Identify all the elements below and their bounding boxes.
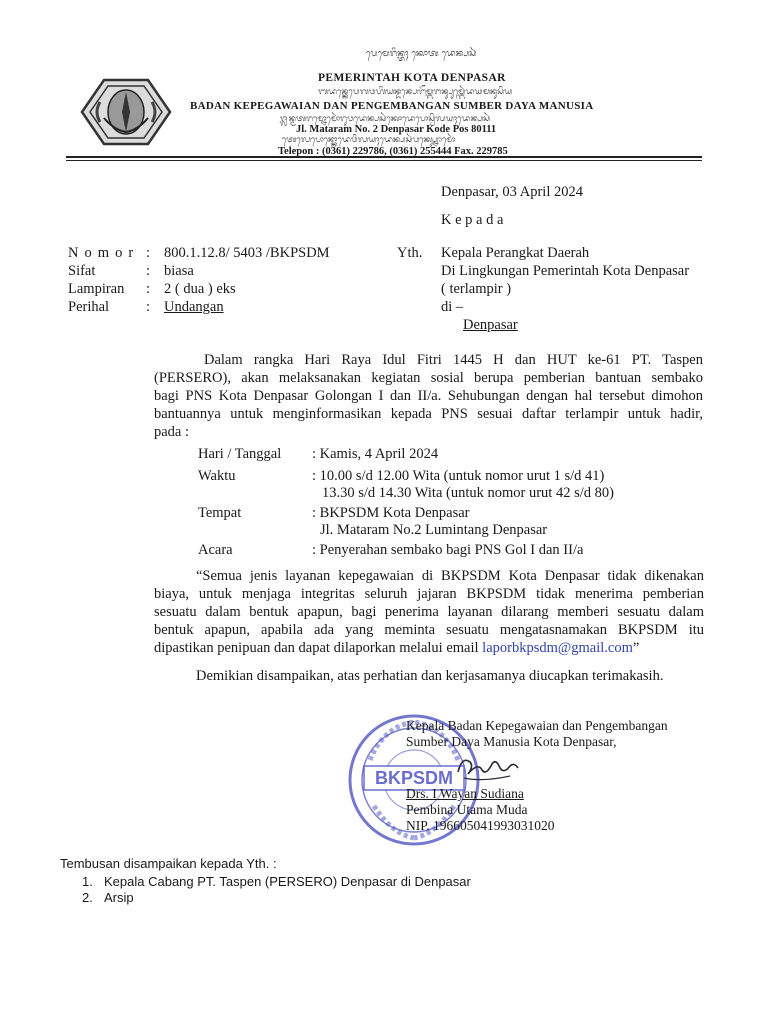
recipient-city: Denpasar (463, 317, 518, 333)
event-waktu-label: Waktu (198, 468, 236, 484)
para2-line5 (154, 640, 639, 657)
para2-line5-text: dipastikan penipuan dan dapat dilaporkan melalui email (154, 640, 483, 656)
event-tempat-value1: : BKPSDM Kota Denpasar (312, 505, 470, 521)
para1-line5: pada : (154, 424, 190, 440)
letterhead-balinese-3: ᬚ᭄ᬮᬦ᭄ᬫᬢᬭᬫ᭄ᬦᭀᬫᭀᬃᬭᬸᬯᬤᬾᬦ᭄ᬧᬲᬃᬓᭀᬤᬾᬧᭀᬲ᭄ᬯᬶᬮᬬᬄᬤᬾᬦ᭄ᬧᬲᬃ (280, 114, 491, 124)
event-hari-label: Hari / Tanggal (198, 446, 282, 462)
perihal-value: Undangan (164, 299, 224, 315)
para1-line4: bantuannya untuk menginformasikan kepada PNS sesuai daftar terlampir untuk hadir, (154, 406, 703, 422)
para1-line2: (PERSERO), akan melaksanakan kegiatan sosial berupa pemberian bantuan sembako (154, 370, 703, 386)
event-hari-value: : Kamis, 4 April 2024 (312, 446, 439, 462)
cc-title: Tembusan disampaikan kepada Yth. : (60, 856, 277, 871)
para2-line2: biaya, untuk menjaga integritas seluruh jajaran BKPSDM tidak menerima pemberian (154, 586, 704, 602)
perihal-label: Perihal (68, 299, 110, 315)
recipient-line3: ( terlampir ) (441, 281, 512, 297)
signer-position-line1: Kepala Badan Kepegawaian dan Pengembangan (406, 718, 668, 733)
sifat-value: biasa (164, 263, 194, 279)
signer-nip: NIP. 196605041993031020 (406, 818, 555, 833)
recipient-di: di – (441, 299, 464, 315)
handwritten-signature (452, 752, 522, 786)
letterhead-balinese-2: ᬩᬤᬦ᭄ᬓᬾᬧᬾᬕᬯᬳᬶᬬᬦ᭄ᬤᬦ᭄ᬧᬾᬗᭂᬫ᭄ᬩᬗᬦ᭄ᬲᬸᬫ᭄ᬩᬾᬃᬤᬬᬫᬦᬸᬲᬶᬬ (318, 87, 513, 97)
event-waktu-value1: : 10.00 s/d 12.00 Wita (untuk nomor urut 1 s/d 41) (312, 468, 605, 484)
nomor-colon: : (146, 245, 151, 261)
yth-label: Yth. (397, 245, 423, 261)
para2-line3: sesuatu dalam bentuk apapun, bagi penerima layanan dilarang memberi sesuatu dalam (154, 604, 704, 620)
letterhead-address: Jl. Mataram No. 2 Denpasar Kode Pos 80111 (296, 124, 497, 135)
para1-line1: Dalam rangka Hari Raya Idul Fitri 1445 H dan HUT ke-61 PT. Taspen (204, 352, 703, 368)
letter-date: Denpasar, 03 April 2024 (441, 184, 583, 200)
nomor-value: 800.1.12.8/ 5403 /BKPSDM (164, 245, 330, 261)
para2-line4: bentuk apapun, apabila ada yang meminta sesuatu mengatasnamakan BKPSDM itu (154, 622, 704, 638)
recipient-line1: Kepala Perangkat Daerah (441, 245, 590, 261)
cc-item2-number: 2. (82, 890, 93, 905)
para1-line3: bagi PNS Kota Denpasar Golongan I dan II/a. Sehubungan dengan hal tersebut dimohon (154, 388, 703, 404)
letterhead-agency-title: BADAN KEPEGAWAIAN DAN PENGEMBANGAN SUMBER DAYA MANUSIA (190, 100, 594, 112)
lampiran-value: 2 ( dua ) eks (164, 281, 236, 297)
closing-sentence: Demikian disampaikan, atas perhatian dan kerjasamanya diucapkan terimakasih. (196, 668, 664, 684)
kepada-label: K e p a d a (441, 212, 504, 228)
para2-line1: “Semua jenis layanan kepegawaian di BKPSDM Kota Denpasar tidak dikenakan (196, 568, 704, 584)
lampiran-colon: : (146, 281, 151, 297)
letterhead-divider (66, 156, 702, 158)
city-emblem-logo (74, 72, 178, 152)
letterhead-balinese-1: ᬧᬾᬫᬾᬭᬶᬦ᭄ᬢᬄ ᬓᭀᬢ ᬤᬾᬦ᭄ᬧᬲᬃ (366, 49, 477, 59)
letterhead-divider-thin (66, 160, 702, 161)
letterhead-phone: Telepon : (0361) 229786, (0361) 255444 Fax. 229785 (278, 146, 508, 157)
nomor-label: N o m o r (68, 245, 135, 261)
signer-rank: Pembina Utama Muda (406, 802, 528, 817)
signer-position-line2: Sumber Daya Manusia Kota Denpasar, (406, 734, 617, 749)
signer-name: Drs. I Wayan Sudiana (406, 786, 524, 801)
recipient-line2: Di Lingkungan Pemerintah Kota Denpasar (441, 263, 690, 279)
event-tempat-value2: Jl. Mataram No.2 Lumintang Denpasar (320, 522, 548, 538)
report-email-link[interactable]: laporbkpsdm@gmail.com (482, 640, 633, 656)
letterhead-balinese-4: ᬢᬾᬮᬾᬧᭀᬦ᭄ᬓᭀᬤᬾᬯᬶᬮᬬᬄᬤᬾᬦ᭄ᬧᬲᬃᬧᬓ᭄ᬲ᭄ᬦᭀᬫᭀᬃ (282, 135, 456, 145)
event-waktu-value2: 13.30 s/d 14.30 Wita (untuk nomor urut 42 s/d 80) (322, 485, 614, 501)
cc-item1-number: 1. (82, 874, 93, 889)
cc-item2: Arsip (104, 890, 134, 905)
para2-closing-quote: ” (632, 640, 640, 656)
sifat-label: Sifat (68, 263, 96, 279)
lampiran-label: Lampiran (68, 281, 125, 297)
sifat-colon: : (146, 263, 151, 279)
stamp-label: BKPSDM (374, 768, 454, 788)
letterhead-city-title: PEMERINTAH KOTA DENPASAR (318, 72, 506, 84)
perihal-colon: : (146, 299, 151, 315)
event-tempat-label: Tempat (198, 505, 242, 521)
event-acara-value: : Penyerahan sembako bagi PNS Gol I dan II/a (312, 542, 584, 558)
event-acara-label: Acara (198, 542, 233, 558)
cc-item1: Kepala Cabang PT. Taspen (PERSERO) Denpasar di Denpasar (104, 874, 471, 889)
